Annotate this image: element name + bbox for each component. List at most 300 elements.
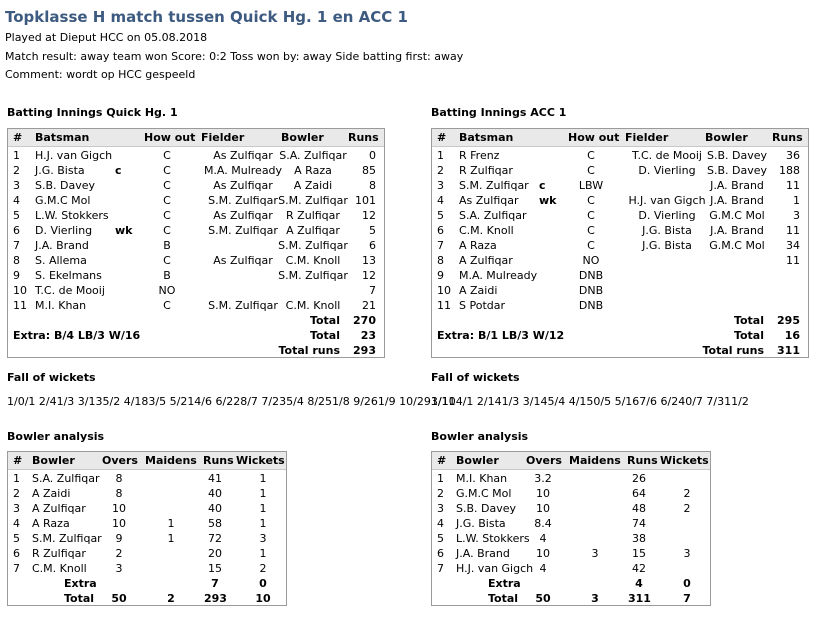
bowler-number: 5 (13, 532, 20, 545)
how-out: C (163, 299, 171, 312)
bowling-row (432, 531, 710, 546)
batting-row (432, 148, 808, 163)
bowler-name: C.M. Knoll (285, 299, 341, 312)
extras-total-label: Total (733, 329, 764, 342)
how-out: C (163, 149, 171, 162)
bowling-header-num: # (13, 454, 23, 467)
how-out: DNB (578, 269, 604, 282)
bowling-runs-value: 26 (632, 472, 646, 485)
runs-value: 12 (362, 269, 376, 282)
batsman-name: S. Allema (35, 254, 87, 267)
wickets-value: 1 (259, 517, 267, 530)
bowling-total-maidens: 2 (167, 592, 175, 605)
bowling-header-overs: Overs (102, 454, 138, 467)
batting-row (432, 238, 808, 253)
bowling-total-runs: 311 (628, 592, 651, 605)
runs-value (762, 268, 800, 283)
batsman-role (115, 253, 135, 268)
batsman-name: T.C. de Mooij (35, 284, 105, 297)
runs-value (762, 298, 800, 313)
bowling-runs-value: 72 (208, 532, 222, 545)
runs-value: 0 (369, 149, 376, 162)
bowler-name: S.M. Zulfiqar (32, 532, 102, 545)
batsman-number: 5 (13, 209, 20, 222)
batsman-number: 8 (437, 254, 444, 267)
batsman-number: 10 (13, 284, 27, 297)
wickets-value: 3 (683, 547, 691, 560)
total-label: Total (309, 314, 340, 327)
batsman-role (539, 238, 559, 253)
how-out: LBW (578, 179, 604, 192)
wickets-value (676, 471, 698, 486)
overs-value: 9 (115, 532, 123, 545)
bowler-number: 7 (437, 562, 444, 575)
how-out: C (163, 194, 171, 207)
batsman-name: D. Vierling (35, 224, 93, 237)
bowler-name: S.B. Davey (456, 502, 517, 515)
batsman-name: A Zulfiqar (459, 254, 513, 267)
bowling-runs-value: 58 (208, 517, 222, 530)
bowling-total-wickets: 7 (683, 592, 691, 605)
maidens-value (160, 561, 182, 576)
wickets-value: 2 (683, 487, 691, 500)
header-runs: Runs (772, 131, 803, 144)
how-out: DNB (578, 299, 604, 312)
bowling-row (432, 546, 710, 561)
batsman-number: 1 (13, 149, 20, 162)
maidens-value (160, 486, 182, 501)
batsman-role (115, 268, 135, 283)
bowling-runs-value: 48 (632, 502, 646, 515)
batsman-role (539, 223, 559, 238)
bowler-name: A Zaidi (32, 487, 71, 500)
batting-row (432, 223, 808, 238)
bowling-header-maidens: Maidens (145, 454, 197, 467)
how-out: C (587, 194, 595, 207)
batting-row (432, 178, 808, 193)
runs-value: 101 (355, 194, 376, 207)
bowler-name: A Zulfiqar (286, 224, 340, 237)
batsman-number: 9 (13, 269, 20, 282)
runs-value: 34 (786, 239, 800, 252)
fielder-name: S.M. Zulfiqar (208, 224, 278, 237)
batsman-number: 10 (437, 284, 451, 297)
total-label: Total (733, 314, 764, 327)
wickets-value: 2 (259, 562, 267, 575)
batting-table (431, 128, 809, 358)
batting-row (432, 163, 808, 178)
batting-row (8, 178, 384, 193)
bowling-extra-runs: 4 (635, 577, 643, 590)
bowling-header-num: # (437, 454, 447, 467)
maidens-value (584, 516, 606, 531)
batting-row (8, 283, 384, 298)
wickets-value: 1 (259, 472, 267, 485)
batsman-number: 2 (437, 164, 444, 177)
batsman-role (115, 283, 135, 298)
match-title: Topklasse H match tussen Quick Hg. 1 en ACC 1 (5, 8, 408, 26)
batsman-number: 5 (437, 209, 444, 222)
bowling-row (8, 471, 286, 486)
batsman-role: wk (539, 194, 557, 207)
runs-value (762, 283, 800, 298)
bowler-name: H.J. van Gigch (456, 562, 534, 575)
runs-value: 1 (793, 194, 800, 207)
batsman-role (115, 148, 135, 163)
runs-value: 3 (793, 209, 800, 222)
fielder-name: D. Vierling (638, 164, 696, 177)
runs-value: 11 (786, 254, 800, 267)
overs-value: 4 (539, 562, 547, 575)
fall-of-wickets-title: Fall of wickets (7, 371, 96, 384)
header-batsman: Batsman (35, 131, 90, 144)
match-venue: Played at Dieput HCC on 05.08.2018 (5, 31, 208, 44)
batsman-name: R Frenz (459, 149, 500, 162)
bowler-number: 3 (13, 502, 20, 515)
overs-value: 2 (115, 547, 123, 560)
bowler-number: 3 (437, 502, 444, 515)
bowling-header-runs: Runs (627, 454, 658, 467)
batsman-number: 2 (13, 164, 20, 177)
batting-table (7, 128, 385, 358)
bowler-number: 4 (437, 517, 444, 530)
batting-innings-title: Batting Innings ACC 1 (431, 106, 567, 119)
batsman-number: 4 (13, 194, 20, 207)
batsman-number: 7 (13, 239, 20, 252)
bowling-total-label: Total (64, 592, 95, 605)
bowler-name: S.A. Zulfiqar (279, 149, 347, 162)
batsman-name: M.I. Khan (35, 299, 87, 312)
batsman-role (539, 298, 559, 313)
bowling-table (431, 451, 711, 606)
runs-value: 188 (779, 164, 800, 177)
batsman-name: L.W. Stokkers (35, 209, 109, 222)
overs-value: 3 (115, 562, 123, 575)
bowler-name: R Zulfiqar (286, 209, 340, 222)
batsman-number: 3 (437, 179, 444, 192)
wickets-value: 2 (683, 502, 691, 515)
overs-value: 3.2 (534, 472, 552, 485)
runs-value: 8 (369, 179, 376, 192)
bowling-row (432, 516, 710, 531)
batting-row (432, 193, 808, 208)
bowling-total-runs: 293 (204, 592, 227, 605)
batsman-role (115, 178, 135, 193)
header-num: # (437, 131, 447, 144)
batting-row (8, 208, 384, 223)
wickets-value (676, 561, 698, 576)
runs-value: 12 (362, 209, 376, 222)
bowling-runs-value: 38 (632, 532, 646, 545)
maidens-value: 1 (167, 517, 175, 530)
maidens-value (584, 531, 606, 546)
how-out: C (163, 224, 171, 237)
bowling-row (8, 561, 286, 576)
bowling-runs-value: 40 (208, 487, 222, 500)
batting-row (432, 208, 808, 223)
bowler-number: 1 (437, 472, 444, 485)
bowling-runs-value: 15 (208, 562, 222, 575)
runs-value: 11 (786, 179, 800, 192)
header-how-out: How out (568, 131, 620, 144)
bowling-header-bowler: Bowler (456, 454, 499, 467)
batsman-role (539, 283, 559, 298)
overs-value: 4 (539, 532, 547, 545)
bowling-total-label: Total (488, 592, 519, 605)
batting-row (432, 283, 808, 298)
batsman-number: 4 (437, 194, 444, 207)
batsman-number: 7 (437, 239, 444, 252)
batsman-number: 11 (13, 299, 27, 312)
overs-value: 10 (112, 502, 126, 515)
maidens-value (584, 486, 606, 501)
header-runs: Runs (348, 131, 379, 144)
maidens-value (160, 501, 182, 516)
batsman-number: 1 (437, 149, 444, 162)
wickets-value: 1 (259, 547, 267, 560)
batting-row (8, 148, 384, 163)
batsman-role (539, 208, 559, 223)
wickets-value: 1 (259, 502, 267, 515)
bowler-analysis-title: Bowler analysis (431, 430, 529, 443)
maidens-value (584, 471, 606, 486)
fielder-name: As Zulfiqar (213, 149, 273, 162)
bowling-row (432, 561, 710, 576)
batsman-number: 11 (437, 299, 451, 312)
batsman-number: 6 (437, 224, 444, 237)
bowler-number: 4 (13, 517, 20, 530)
batsman-role (115, 298, 135, 313)
batsman-name: A Raza (459, 239, 497, 252)
fielder-name: As Zulfiqar (213, 254, 273, 267)
runs-value: 21 (362, 299, 376, 312)
header-how-out: How out (144, 131, 196, 144)
bowling-extra-wickets: 0 (683, 577, 691, 590)
batsman-name: S.M. Zulfiqar (459, 179, 529, 192)
bowling-row (8, 501, 286, 516)
how-out: C (163, 164, 171, 177)
batsman-number: 9 (437, 269, 444, 282)
batsman-name: S.B. Davey (35, 179, 96, 192)
batting-row (432, 253, 808, 268)
bowler-name: C.M. Knoll (32, 562, 87, 575)
bowling-total-overs: 50 (111, 592, 127, 605)
header-batsman: Batsman (459, 131, 514, 144)
bowler-name: J.G. Bista (456, 517, 506, 530)
wickets-value (676, 531, 698, 546)
how-out: B (163, 269, 171, 282)
bowling-extra-wickets: 0 (259, 577, 267, 590)
batsman-role (539, 163, 559, 178)
how-out: DNB (578, 284, 604, 297)
fielder-name: H.J. van Gigch (628, 194, 706, 207)
batsman-number: 3 (13, 179, 20, 192)
batsman-name: A Zaidi (459, 284, 498, 297)
how-out: C (587, 239, 595, 252)
batsman-role (115, 208, 135, 223)
bowler-name: L.W. Stokkers (456, 532, 530, 545)
bowler-number: 6 (13, 547, 20, 560)
how-out: NO (158, 284, 176, 297)
bowler-analysis-title: Bowler analysis (7, 430, 105, 443)
runs-value: 11 (786, 224, 800, 237)
batsman-role (115, 238, 135, 253)
header-bowler: Bowler (705, 131, 748, 144)
bowler-name: S.B. Davey (706, 164, 768, 177)
total-value: 270 (353, 314, 376, 327)
bowling-runs-value: 74 (632, 517, 646, 530)
batsman-role (115, 193, 135, 208)
header-fielder: Fielder (625, 131, 669, 144)
bowling-header-maidens: Maidens (569, 454, 621, 467)
total-value: 295 (777, 314, 800, 327)
batting-row (8, 298, 384, 313)
bowling-extra-label: Extra (488, 577, 521, 590)
batsman-number: 6 (13, 224, 20, 237)
bowler-name: G.M.C Mol (456, 487, 512, 500)
bowler-number: 5 (437, 532, 444, 545)
overs-value: 10 (536, 547, 550, 560)
bowling-extra-label: Extra (64, 577, 97, 590)
bowler-name: M.I. Khan (456, 472, 508, 485)
extras-breakdown: Extra: B/4 LB/3 W/16 (13, 329, 141, 342)
bowler-name: S.M. Zulfiqar (278, 239, 348, 252)
bowler-name: G.M.C Mol (709, 239, 765, 252)
batting-row (8, 193, 384, 208)
fielder-name: J.G. Bista (642, 224, 692, 237)
how-out: C (587, 224, 595, 237)
batting-row (8, 238, 384, 253)
match-result: Match result: away team won Score: 0:2 Toss won by: away Side batting first: away (5, 50, 464, 63)
bowler-name: R Zulfiqar (32, 547, 86, 560)
bowler-name: A Zaidi (293, 179, 333, 192)
fielder-name: D. Vierling (638, 209, 696, 222)
fall-of-wickets-title: Fall of wickets (431, 371, 520, 384)
fielder-name: J.G. Bista (642, 239, 692, 252)
extras-total-value: 23 (360, 329, 376, 342)
how-out: C (587, 209, 595, 222)
bowling-runs-value: 64 (632, 487, 646, 500)
fielder-name: S.M. Zulfiqar (208, 194, 278, 207)
bowling-total-maidens: 3 (591, 592, 599, 605)
bowling-runs-value: 42 (632, 562, 646, 575)
batsman-name: S.A. Zulfiqar (459, 209, 527, 222)
bowling-header-bowler: Bowler (32, 454, 75, 467)
how-out: C (587, 149, 595, 162)
bowler-name: J.A. Brand (710, 224, 764, 237)
bowler-name: A Raza (32, 517, 70, 530)
total-runs-label: Total runs (702, 344, 764, 357)
runs-value: 13 (362, 254, 376, 267)
bowling-header-overs: Overs (526, 454, 562, 467)
runs-value: 36 (786, 149, 800, 162)
batsman-name: S. Ekelmans (35, 269, 102, 282)
runs-value: 6 (369, 239, 376, 252)
how-out: C (587, 164, 595, 177)
fielder-name: M.A. Mulready (203, 164, 283, 177)
bowling-row (432, 471, 710, 486)
bowling-row (432, 501, 710, 516)
bowler-number: 2 (437, 487, 444, 500)
wickets-value: 3 (259, 532, 267, 545)
bowling-row (8, 486, 286, 501)
maidens-value: 3 (591, 547, 599, 560)
bowling-row (432, 486, 710, 501)
bowler-name: A Raza (294, 164, 332, 177)
bowler-number: 6 (437, 547, 444, 560)
bowler-name: A Zulfiqar (32, 502, 86, 515)
bowler-name: S.B. Davey (706, 149, 768, 162)
maidens-value (584, 561, 606, 576)
batsman-name: As Zulfiqar (459, 194, 519, 207)
total-runs-value: 311 (777, 344, 800, 357)
extras-breakdown: Extra: B/1 LB/3 W/12 (437, 329, 565, 342)
fielder-name: As Zulfiqar (213, 179, 273, 192)
batsman-name: R Zulfiqar (459, 164, 513, 177)
bowling-header-wickets: Wickets (236, 454, 285, 467)
batsman-name: H.J. van Gigch (35, 149, 113, 162)
batsman-role: c (539, 179, 546, 192)
overs-value: 8 (115, 472, 123, 485)
bowler-name: J.A. Brand (710, 179, 764, 192)
batsman-role: c (115, 164, 122, 177)
batsman-name: G.M.C Mol (35, 194, 91, 207)
how-out: NO (582, 254, 600, 267)
bowling-runs-value: 15 (632, 547, 646, 560)
batsman-name: M.A. Mulready (459, 269, 538, 282)
fielder-name: As Zulfiqar (213, 209, 273, 222)
overs-value: 10 (536, 487, 550, 500)
how-out: B (163, 239, 171, 252)
runs-value: 7 (369, 284, 376, 297)
fall-of-wickets-list: 1/104/1 2/141/3 3/145/4 4/150/5 5/167/6 6/240/7 7/311/2 (431, 395, 749, 408)
batting-row (432, 268, 808, 283)
match-comment: Comment: wordt op HCC gespeeld (5, 68, 196, 81)
wickets-value (676, 516, 698, 531)
batsman-name: J.G. Bista (35, 164, 85, 177)
batting-innings-title: Batting Innings Quick Hg. 1 (7, 106, 178, 119)
batting-row (8, 223, 384, 238)
batting-row (8, 253, 384, 268)
bowler-number: 7 (13, 562, 20, 575)
maidens-value (160, 546, 182, 561)
batting-row (8, 163, 384, 178)
fall-of-wickets-list: 1/0/1 2/41/3 3/135/2 4/183/5 5/214/6 6/228/7 7/235/4 8/251/8 9/261/9 10/293/11 (7, 395, 456, 408)
batsman-name: S Potdar (459, 299, 506, 312)
overs-value: 10 (536, 502, 550, 515)
batting-row (432, 298, 808, 313)
bowling-row (8, 531, 286, 546)
bowling-runs-value: 40 (208, 502, 222, 515)
bowler-number: 2 (13, 487, 20, 500)
runs-value: 5 (369, 224, 376, 237)
bowling-table (7, 451, 287, 606)
wickets-value: 1 (259, 487, 267, 500)
bowler-name: S.A. Zulfiqar (32, 472, 100, 485)
bowling-row (8, 546, 286, 561)
bowler-number: 1 (13, 472, 20, 485)
batsman-role (539, 253, 559, 268)
extras-total-label: Total (309, 329, 340, 342)
batsman-name: J.A. Brand (35, 239, 89, 252)
header-fielder: Fielder (201, 131, 245, 144)
bowling-header-runs: Runs (203, 454, 234, 467)
batsman-name: C.M. Knoll (459, 224, 514, 237)
bowler-name: S.M. Zulfiqar (278, 194, 348, 207)
total-runs-value: 293 (353, 344, 376, 357)
batsman-role: wk (115, 224, 133, 237)
bowler-name: S.M. Zulfiqar (278, 269, 348, 282)
